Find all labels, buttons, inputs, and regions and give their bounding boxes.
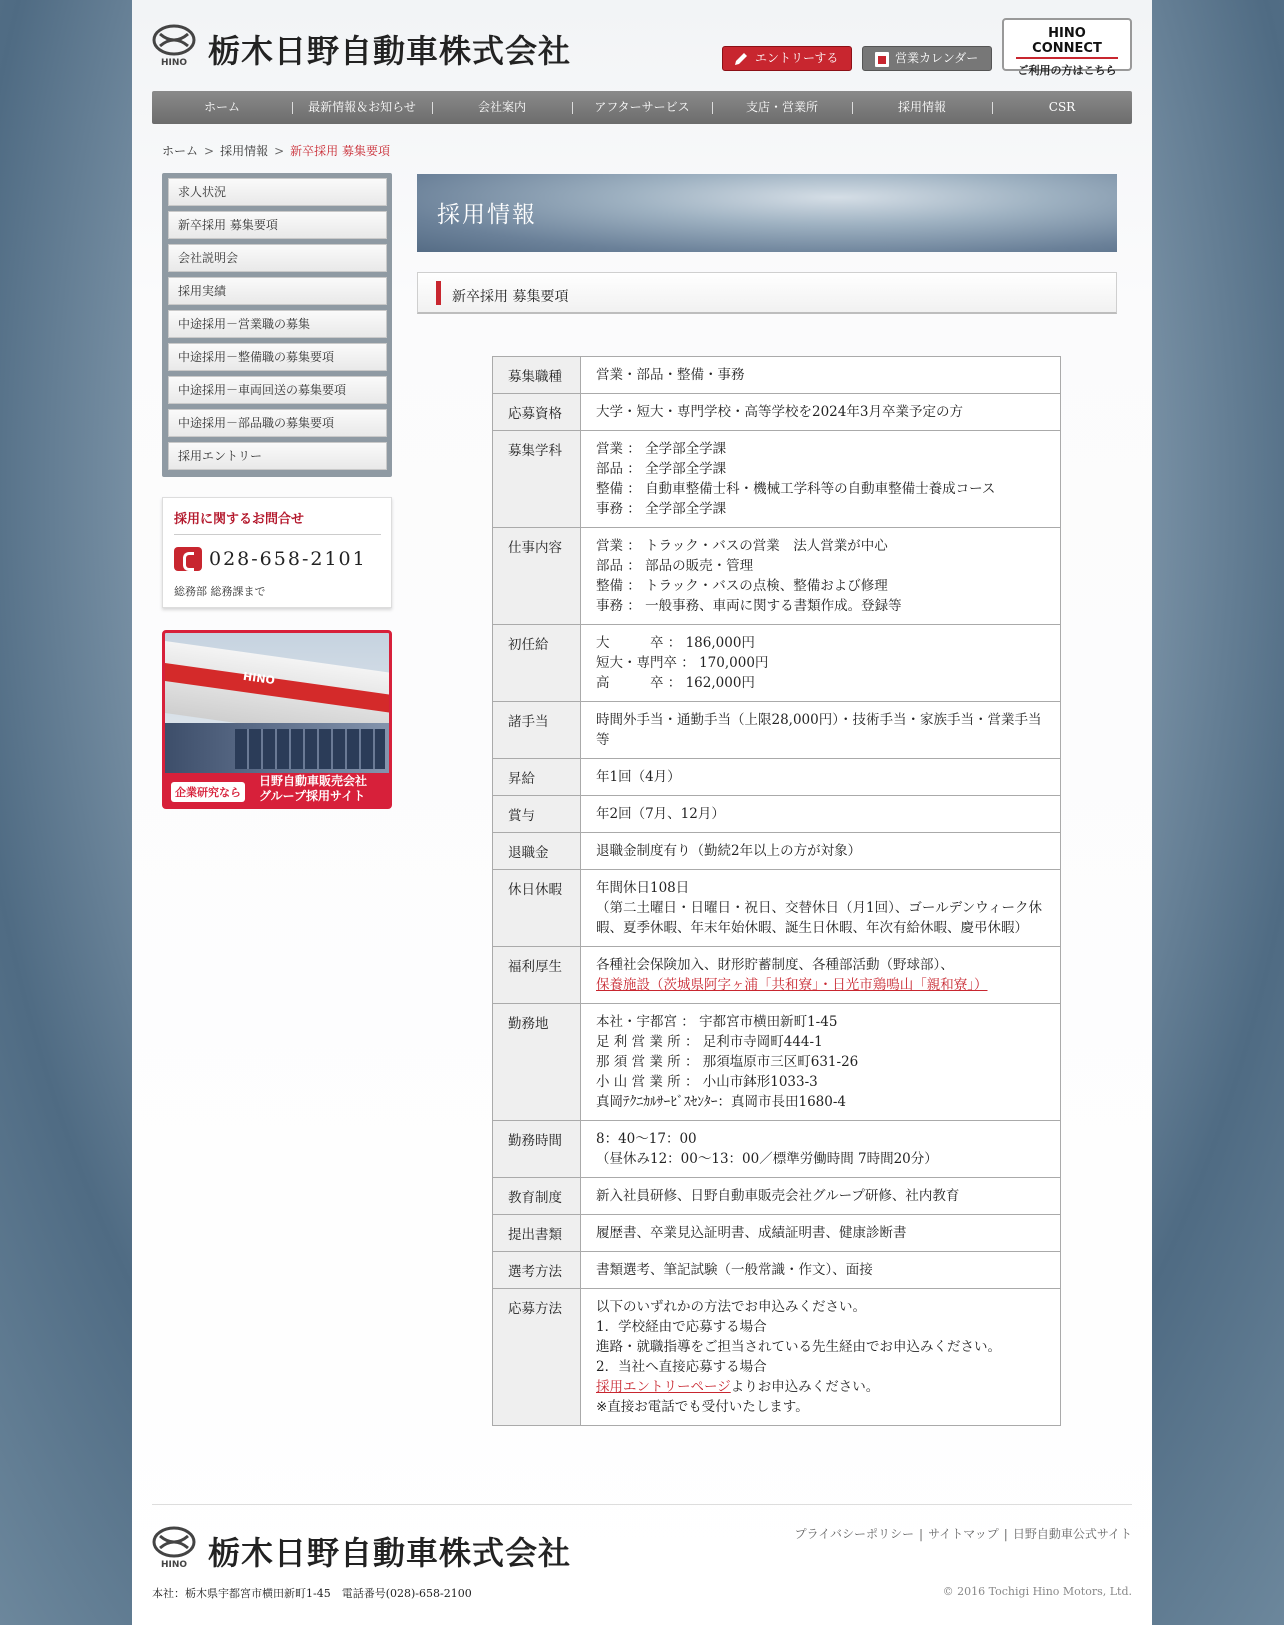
- hino-emblem-icon: [152, 24, 196, 66]
- row-value-line: 各種社会保険加入、財形貯蓄制度、各種部活動（野球部）、: [596, 957, 954, 973]
- banner-building: [165, 723, 389, 773]
- banner-hino-sign: HINO: [242, 669, 276, 688]
- breadcrumb-separator: >: [204, 144, 215, 158]
- table-row: [493, 431, 1061, 528]
- breadcrumb-recruit[interactable]: 採用情報: [220, 144, 269, 158]
- breadcrumb-current: 新卒採用 募集要項: [290, 144, 390, 158]
- row-value: [581, 357, 1061, 394]
- nav-after-service[interactable]: アフターサービス: [572, 91, 712, 124]
- apply-line: よりお申込みください。: [730, 1379, 880, 1395]
- row-value-line: 書類選考、筆記試験（一般常識・作文）、面接: [596, 1262, 873, 1278]
- sidebar-item-new-grad[interactable]: 新卒採用 募集要項: [168, 211, 387, 239]
- banner-caption: [259, 774, 367, 804]
- row-value-line: 短大・専門卒 ： 170,000円: [596, 655, 769, 671]
- row-label: 勤務時間: [493, 1121, 581, 1178]
- table-row: [493, 1004, 1061, 1121]
- sidebar-item-results[interactable]: 採用実績: [168, 277, 387, 305]
- row-value-line: 本社・宇都宮 ： 宇都宮市横田新町1-45: [596, 1014, 838, 1030]
- phone-icon: [174, 547, 202, 571]
- row-value-line: 年間休日108日: [596, 880, 690, 896]
- row-label: 募集職種: [493, 357, 581, 394]
- table-row: [493, 1121, 1061, 1178]
- footer-link-privacy[interactable]: プライバシーポリシー: [794, 1527, 915, 1541]
- row-label: 勤務地: [493, 1004, 581, 1121]
- row-value-line: 部品 ： 部品の販売・管理: [596, 558, 754, 574]
- footer-link-hino-official[interactable]: 日野自動車公式サイト: [1012, 1527, 1132, 1541]
- footer-copyright: © 2016 Tochigi Hino Motors, Ltd.: [942, 1585, 1132, 1598]
- sidebar-item-mid-maintenance[interactable]: 中途採用－整備職の募集要項: [168, 343, 387, 371]
- requirements-table: [492, 356, 1061, 1426]
- sidebar-item-mid-parts[interactable]: 中途採用－部品職の募集要項: [168, 409, 387, 437]
- table-row: [493, 759, 1061, 796]
- row-value-line: （昼休み12：00～13：00／標準労働時間 7時間20分）: [596, 1151, 938, 1167]
- table-row: [493, 947, 1061, 1004]
- row-label: 休日休暇: [493, 870, 581, 947]
- breadcrumb-home[interactable]: ホーム: [162, 144, 199, 158]
- group-recruit-banner[interactable]: [162, 630, 392, 809]
- breadcrumb: [162, 142, 390, 159]
- sidebar-menu: [162, 173, 392, 477]
- company-name: 栃木日野自動車株式会社: [208, 32, 572, 70]
- hino-connect-title: HINO CONNECT: [1016, 26, 1118, 59]
- table-row: [493, 796, 1061, 833]
- nav-company[interactable]: 会社案内: [432, 91, 572, 124]
- entry-page-link[interactable]: 採用エントリーページ: [596, 1379, 731, 1395]
- row-value: [581, 1178, 1061, 1215]
- row-value-line: 営業 ： トラック・バスの営業 法人営業が中心: [596, 538, 888, 554]
- row-value-line: 那 須 営 業 所 ： 那須塩原市三区町631-26: [596, 1054, 859, 1070]
- row-value-line: （第二土曜日・日曜日・祝日、交替休日（月1回）、ゴールデンウィーク休暇、夏季休暇、年末年始休暇、誕生日休暇、年次有給休暇、慶弔休暇）: [596, 900, 1042, 936]
- nav-csr[interactable]: CSR: [992, 91, 1132, 124]
- row-label: 退職金: [493, 833, 581, 870]
- contact-box: [162, 497, 392, 608]
- company-logo[interactable]: [152, 22, 572, 70]
- row-value: [581, 870, 1061, 947]
- row-value-line: 8：40～17：00: [596, 1131, 697, 1147]
- contact-title: 採用に関するお問合せ: [174, 508, 381, 535]
- apply-line: 1．学校経由で応募する場合: [596, 1319, 767, 1335]
- row-value-line: 営業 ： 全学部全学課: [596, 441, 727, 457]
- page: [132, 0, 1152, 1625]
- footer-logo[interactable]: [152, 1524, 572, 1572]
- pencil-icon: [733, 51, 749, 67]
- calendar-button[interactable]: [862, 46, 992, 71]
- row-value-line: 大 卒 ： 186,000円: [596, 635, 755, 651]
- resort-facility-link[interactable]: 保養施設（茨城県阿字ヶ浦「共和寮」・日光市鶏鳴山「親和寮」）: [596, 977, 988, 993]
- banner-caption-line: グループ採用サイト: [259, 789, 366, 803]
- row-label: 昇給: [493, 759, 581, 796]
- footer-link-sitemap[interactable]: サイトマップ: [928, 1527, 999, 1541]
- row-value-line: 履歴書、卒業見込証明書、成績証明書、健康診断書: [596, 1225, 907, 1241]
- svg-text:HINO: HINO: [160, 1560, 188, 1568]
- row-label: 応募資格: [493, 394, 581, 431]
- table-row: [493, 1178, 1061, 1215]
- footer-divider: [152, 1504, 1132, 1505]
- nav-home[interactable]: ホーム: [203, 100, 240, 114]
- apply-line: 進路・就職指導をご担当されている先生経由でお申込みください。: [596, 1339, 1001, 1355]
- page-title-band: [417, 174, 1117, 252]
- footer-link-separator: |: [1003, 1527, 1008, 1541]
- hino-connect-button[interactable]: [1002, 18, 1132, 77]
- row-label: 応募方法: [493, 1289, 581, 1426]
- row-value-line: 足 利 営 業 所 ： 足利市寺岡町444-1: [596, 1034, 823, 1050]
- row-label: 福利厚生: [493, 947, 581, 1004]
- row-value-line: 整備 ： 自動車整備士科・機械工学科等の自動車整備士養成コース: [596, 481, 996, 497]
- row-value-line: 年1回（4月）: [596, 769, 681, 785]
- row-value-line: 時間外手当・通勤手当（上限28,000円）・技術手当・家族手当・営業手当 等: [596, 712, 1055, 748]
- contact-note: 総務部 総務課まで: [174, 585, 266, 598]
- row-value: [581, 759, 1061, 796]
- row-value-line: 営業・部品・整備・事務: [596, 367, 745, 383]
- row-value-line: 真岡ﾃｸﾆｶﾙｻｰﾋﾞｽｾﾝﾀｰ：真岡市長田1680-4: [596, 1094, 847, 1110]
- sidebar-item-job-status[interactable]: 求人状況: [168, 178, 387, 206]
- row-value-line: 部品 ： 全学部全学課: [596, 461, 727, 477]
- page-title: 採用情報: [437, 202, 537, 228]
- table-row: [493, 1215, 1061, 1252]
- table-row: [493, 1289, 1061, 1426]
- row-label: 諸手当: [493, 702, 581, 759]
- row-value: [581, 1004, 1061, 1121]
- row-label: 教育制度: [493, 1178, 581, 1215]
- table-row: [493, 394, 1061, 431]
- row-value: [581, 1121, 1061, 1178]
- row-label: 提出書類: [493, 1215, 581, 1252]
- row-value: [581, 796, 1061, 833]
- row-value: [581, 1215, 1061, 1252]
- section-heading: [417, 272, 1117, 314]
- footer-link-separator: |: [919, 1527, 924, 1541]
- svg-text:HINO: HINO: [160, 58, 188, 66]
- global-nav: [152, 91, 1132, 124]
- row-value-line: 高 卒 ： 162,000円: [596, 675, 755, 691]
- row-label: 募集学科: [493, 431, 581, 528]
- row-value: [581, 625, 1061, 702]
- section-heading-text: 新卒採用 募集要項: [452, 289, 569, 305]
- row-value: [581, 702, 1061, 759]
- row-value-line: 小 山 営 業 所 ： 小山市鉢形1033-3: [596, 1074, 818, 1090]
- contact-phone-number: 028-658-2101: [209, 548, 367, 570]
- table-row: [493, 833, 1061, 870]
- row-value: [581, 1289, 1061, 1426]
- pdf-icon: [875, 52, 889, 67]
- row-value: [581, 1252, 1061, 1289]
- row-label: 選考方法: [493, 1252, 581, 1289]
- row-value-line: 新入社員研修、日野自動車販売会社グループ研修、社内教育: [596, 1188, 960, 1204]
- contact-phone[interactable]: [174, 547, 381, 571]
- footer-address: 本社：栃木県宇都宮市横田新町1-45 電話番号(028)-658-2100: [152, 1587, 472, 1600]
- row-value-line: 整備 ： トラック・バスの点検、整備および修理: [596, 578, 888, 594]
- apply-line: 2．当社へ直接応募する場合: [596, 1359, 767, 1375]
- table-row: [493, 870, 1061, 947]
- nav-news[interactable]: 最新情報＆お知らせ: [292, 91, 432, 124]
- nav-branches[interactable]: 支店・営業所: [712, 91, 852, 124]
- banner-tag: 企業研究なら: [171, 782, 245, 802]
- nav-recruit[interactable]: 採用情報: [852, 91, 992, 124]
- sidebar-item-entry[interactable]: 採用エントリー: [168, 442, 387, 470]
- hino-emblem-icon: [152, 1526, 196, 1568]
- row-value-line: 事務 ： 一般事務、車両に関する書類作成。登録等: [596, 598, 902, 614]
- section-heading-bar: [436, 281, 441, 305]
- row-value: [581, 833, 1061, 870]
- row-value: [581, 947, 1061, 1004]
- hino-connect-subtitle: ご利用の方はこちら: [1017, 64, 1117, 77]
- table-row: [493, 1252, 1061, 1289]
- apply-line: 以下のいずれかの方法でお申込みください。: [596, 1299, 866, 1315]
- row-value: [581, 528, 1061, 625]
- row-value-line: 事務 ： 全学部全学課: [596, 501, 727, 517]
- row-value: [581, 394, 1061, 431]
- sidebar-item-mid-transport[interactable]: 中途採用－車両回送の募集要項: [168, 376, 387, 404]
- row-value-line: 大学・短大・専門学校・高等学校を2024年3月卒業予定の方: [596, 404, 963, 420]
- row-label: 初任給: [493, 625, 581, 702]
- footer-links: [795, 1525, 1132, 1542]
- sidebar-item-briefing[interactable]: 会社説明会: [168, 244, 387, 272]
- entry-button[interactable]: [722, 46, 852, 71]
- entry-label: エントリーする: [755, 51, 839, 65]
- calendar-label: 営業カレンダー: [895, 51, 979, 65]
- sidebar-item-mid-sales[interactable]: 中途採用－営業職の募集: [168, 310, 387, 338]
- row-label: 仕事内容: [493, 528, 581, 625]
- row-value-line: 年2回（7月、12月）: [596, 806, 725, 822]
- banner-caption-line: 日野自動車販売会社: [259, 774, 368, 788]
- table-row: [493, 528, 1061, 625]
- table-row: [493, 357, 1061, 394]
- table-row: [493, 702, 1061, 759]
- apply-line: ※直接お電話でも受付いたします。: [596, 1399, 809, 1415]
- row-label: 賞与: [493, 796, 581, 833]
- breadcrumb-separator: >: [274, 144, 285, 158]
- table-row: [493, 625, 1061, 702]
- row-value-line: 退職金制度有り（勤続2年以上の方が対象）: [596, 843, 862, 859]
- row-value: [581, 431, 1061, 528]
- footer-company-name: 栃木日野自動車株式会社: [208, 1534, 572, 1572]
